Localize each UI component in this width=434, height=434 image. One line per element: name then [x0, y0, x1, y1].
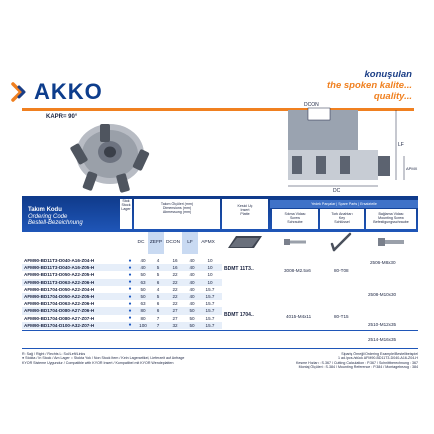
dims-label-de: Abmessung (mm) [162, 210, 192, 214]
table-row[interactable] [22, 286, 222, 293]
row-apmx: 15.7 [205, 301, 215, 307]
key-2: 80-T15 [334, 314, 349, 319]
row-lf: 50 [189, 322, 195, 328]
table-row[interactable] [22, 322, 222, 329]
stock-dot-icon: ● [128, 322, 132, 329]
mounting-screw-header [366, 209, 416, 229]
stock-dot-icon: ● [128, 279, 132, 286]
row-lf: 50 [189, 308, 195, 314]
stock-header [120, 199, 132, 229]
stock-dot-icon: ● [128, 257, 132, 264]
stock-label-de: Lager [121, 207, 131, 211]
spare-parts-title: Yedek Parçalar | Spare Parts | Ersatzteile [311, 202, 377, 206]
row-lf: 50 [189, 315, 195, 321]
stock-label-en: Stock [121, 203, 131, 207]
table-row[interactable] [22, 307, 222, 314]
table-row[interactable] [22, 271, 222, 278]
row-apmx: 15.7 [205, 315, 215, 321]
row-dcon: 32 [172, 322, 178, 328]
table-row[interactable] [22, 279, 222, 286]
row-code: AFM90-BD11T3-D040-A16-Z05-H [24, 265, 95, 271]
key-header [320, 209, 364, 229]
row-dc: 50 [140, 294, 146, 300]
row-dcon: 22 [172, 294, 178, 300]
screw-label-tr: Sıkma Vidası [284, 212, 306, 216]
footer-left-1: R: Sağ / Right / Rechts L: Sol/Left/Links [22, 352, 86, 356]
dimension-column-names [134, 232, 218, 254]
row-zefp: 4 [156, 258, 160, 264]
row-zefp: 5 [156, 294, 160, 300]
col-dc: DC [137, 240, 145, 245]
row-dcon: 27 [172, 308, 178, 314]
row-zefp: 7 [156, 322, 160, 328]
mount-2: 2508-M10x30 [368, 292, 397, 297]
footer-right-1: Sipariş Örneği/Ordering Example/Bestellbeispiel [341, 352, 418, 356]
row-dc: 100 [139, 322, 147, 328]
row-dc: 80 [140, 308, 146, 314]
row-code: AFM90-BD11T3-D050-A22-Z05-H [24, 272, 95, 278]
row-apmx: 10 [207, 272, 213, 278]
key-label-en: Key [338, 216, 346, 220]
footer-notes-left [22, 352, 184, 365]
mount-label-de: Befestigungsschraube [373, 220, 409, 224]
row-lf: 40 [189, 286, 195, 292]
footer-left-3: KYOR Sisteme Uygundur / Compatible with KYOR Insert / Kompatibel mit KYOR Wendeplatten [22, 360, 174, 365]
slogan-line-1: konuşulan [364, 69, 412, 80]
mount-label-tr: Bağlama Vidası [378, 212, 404, 216]
row-code: AFM90-BD1704-D050-A22-Z04-H [24, 286, 95, 292]
ordering-code-header [28, 207, 83, 227]
footer-right-3: Kesme Hızları : S.367 / Cutting Calculation : P.367 / Schnittberechnung : 367 [296, 360, 418, 365]
row-dcon: 22 [172, 286, 178, 292]
akko-logo [10, 79, 103, 105]
screw-2: 4015-M4x11 [286, 314, 312, 319]
row-zefp: 5 [156, 272, 160, 278]
key-label-tr: Tork Anahtarı [331, 212, 353, 216]
col-zefp: ZEFP [148, 232, 164, 254]
row-lf: 40 [189, 301, 195, 307]
row-dcon: 22 [172, 301, 178, 307]
row-dc: 80 [140, 315, 146, 321]
slogan [327, 69, 412, 102]
row-zefp: 6 [156, 308, 160, 314]
insert-label-tr: Kesici Uç [237, 204, 253, 208]
row-apmx: 10 [207, 279, 213, 285]
stock-dot-icon: ● [128, 271, 132, 278]
row-lf: 40 [189, 272, 195, 278]
stock-dot-icon: ● [128, 315, 132, 322]
row-code: AFM90-BD1704-D100-A32-Z07-H [24, 322, 95, 328]
insert-1: BDMT 11T3.. [224, 266, 254, 272]
akko-logo-icon [10, 82, 30, 102]
table-row[interactable] [22, 293, 222, 300]
row-dcon: 16 [172, 265, 178, 271]
dimensions-header [134, 199, 220, 229]
table-bottom-rule [22, 348, 418, 349]
row-lf: 40 [189, 294, 195, 300]
row-zefp: 5 [156, 265, 160, 271]
mount-4: 2514-M16x35 [368, 337, 397, 342]
table-row[interactable] [22, 300, 222, 307]
row-lf: 40 [189, 279, 195, 285]
dims-label-tr: Takım Ölçüleri (mm) [160, 202, 194, 206]
row-dcon: 22 [172, 272, 178, 278]
row-dc: 50 [140, 286, 146, 292]
key-1: 80-T08 [334, 268, 349, 273]
row-zefp: 7 [156, 315, 160, 321]
stock-dot-icon: ● [128, 264, 132, 271]
row-lf: 40 [189, 258, 195, 264]
insert-2: BDMT 1704.. [224, 312, 254, 318]
stock-label-tr: Stok [122, 199, 130, 203]
stock-dot-icon: ● [128, 293, 132, 300]
footer-left-2: ● Stokta / In Stock / Am Lager ○ Stokta Yok / Non Stock Item / Kein Lagerartikel, Lieferzeit auf Anfrage [22, 356, 185, 361]
screw-header [272, 209, 318, 229]
dim-dc: DC [333, 188, 341, 194]
col-lf: LF [182, 232, 198, 254]
mount-3: 2510-M12x35 [368, 322, 397, 327]
row-apmx: 10 [207, 265, 213, 271]
insert-label-en: Insert [240, 208, 250, 212]
dim-apmx: APMX [406, 166, 418, 171]
row-dc: 40 [140, 265, 146, 271]
col-apmx: APMX [201, 240, 215, 245]
row-dc: 50 [140, 272, 146, 278]
product-table [22, 257, 222, 329]
dims-label-en: Dimensions (mm) [162, 206, 192, 210]
technical-drawing [268, 102, 418, 194]
kapr-label: KAPR= 90° [46, 114, 78, 120]
screw-label-en: Screw [290, 216, 300, 220]
screw-label-de: Schraube [287, 220, 303, 224]
row-apmx: 15.7 [205, 294, 215, 300]
stock-dot-icon: ● [128, 286, 132, 293]
screw-1: 3008-M2.5x6 [284, 268, 311, 273]
row-code: AFM90-BD11T3-D063-A22-Z06-H [24, 279, 95, 285]
row-lf: 40 [189, 265, 195, 271]
row-code: AFM90-BD1704-D063-A22-Z06-H [24, 301, 95, 307]
footer-right-4: Montaj Ölçüleri : S.384 / Mounting Reference : P.384 / Montagebezug : 384 [298, 365, 418, 370]
insert-image [226, 234, 264, 252]
mount-label-en: Mounting Screw [378, 216, 404, 220]
table-row[interactable] [22, 264, 222, 271]
row-dc: 63 [140, 279, 146, 285]
stock-dot-icon: ● [128, 307, 132, 314]
row-apmx: 15.7 [205, 286, 215, 292]
slogan-line-2: the spoken kalite... [327, 80, 412, 91]
insert-header [222, 199, 268, 229]
code-title-tr: Takım Kodu [28, 207, 62, 213]
table-row[interactable] [22, 315, 222, 322]
code-title-en: Ordering Code [28, 213, 68, 220]
row-apmx: 15.7 [205, 322, 215, 328]
screw-image [282, 234, 308, 250]
row-dc: 40 [140, 258, 146, 264]
slogan-line-3: quality... [373, 91, 412, 102]
column-strip [22, 232, 418, 254]
row-divider [22, 330, 418, 331]
code-title-de: Bestell-Bezeichnung [28, 220, 83, 226]
key-image [330, 232, 354, 252]
row-dcon: 22 [172, 279, 178, 285]
mount-1: 2506-M8x30 [370, 260, 396, 265]
dim-lf: LF [398, 142, 404, 148]
row-code: AFM90-BD1704-D080-A27-Z07-H [24, 315, 95, 321]
logo-text: AKKO [34, 79, 103, 104]
stock-dot-icon: ● [128, 300, 132, 307]
col-dcon: DCON [165, 240, 181, 245]
mounting-screw-image [376, 234, 406, 250]
row-zefp: 4 [156, 286, 160, 292]
dim-dcon: DCON [304, 102, 319, 108]
footer-right-2: 1 ad./pcs./stück AFM90-BD11T3-D040-A16-Z04-H [337, 356, 418, 361]
milling-cutter-image [50, 114, 170, 198]
insert-label-de: Platte [240, 212, 250, 216]
row-apmx: 15.7 [205, 308, 215, 314]
row-dc: 63 [140, 301, 146, 307]
row-code: AFM90-BD1704-D080-A27-Z06-H [24, 308, 95, 314]
row-zefp: 6 [156, 279, 160, 285]
row-code: AFM90-BD1704-D050-A22-Z05-H [24, 294, 95, 300]
key-label-de: Schlüssel [334, 220, 350, 224]
row-dcon: 16 [172, 258, 178, 264]
table-row[interactable] [22, 257, 222, 264]
row-code: AFM90-BD11T3-D040-A16-Z04-H [24, 258, 95, 264]
row-zefp: 6 [156, 301, 160, 307]
footer-notes-right [296, 352, 418, 370]
row-apmx: 10 [207, 258, 213, 264]
row-dcon: 27 [172, 315, 178, 321]
